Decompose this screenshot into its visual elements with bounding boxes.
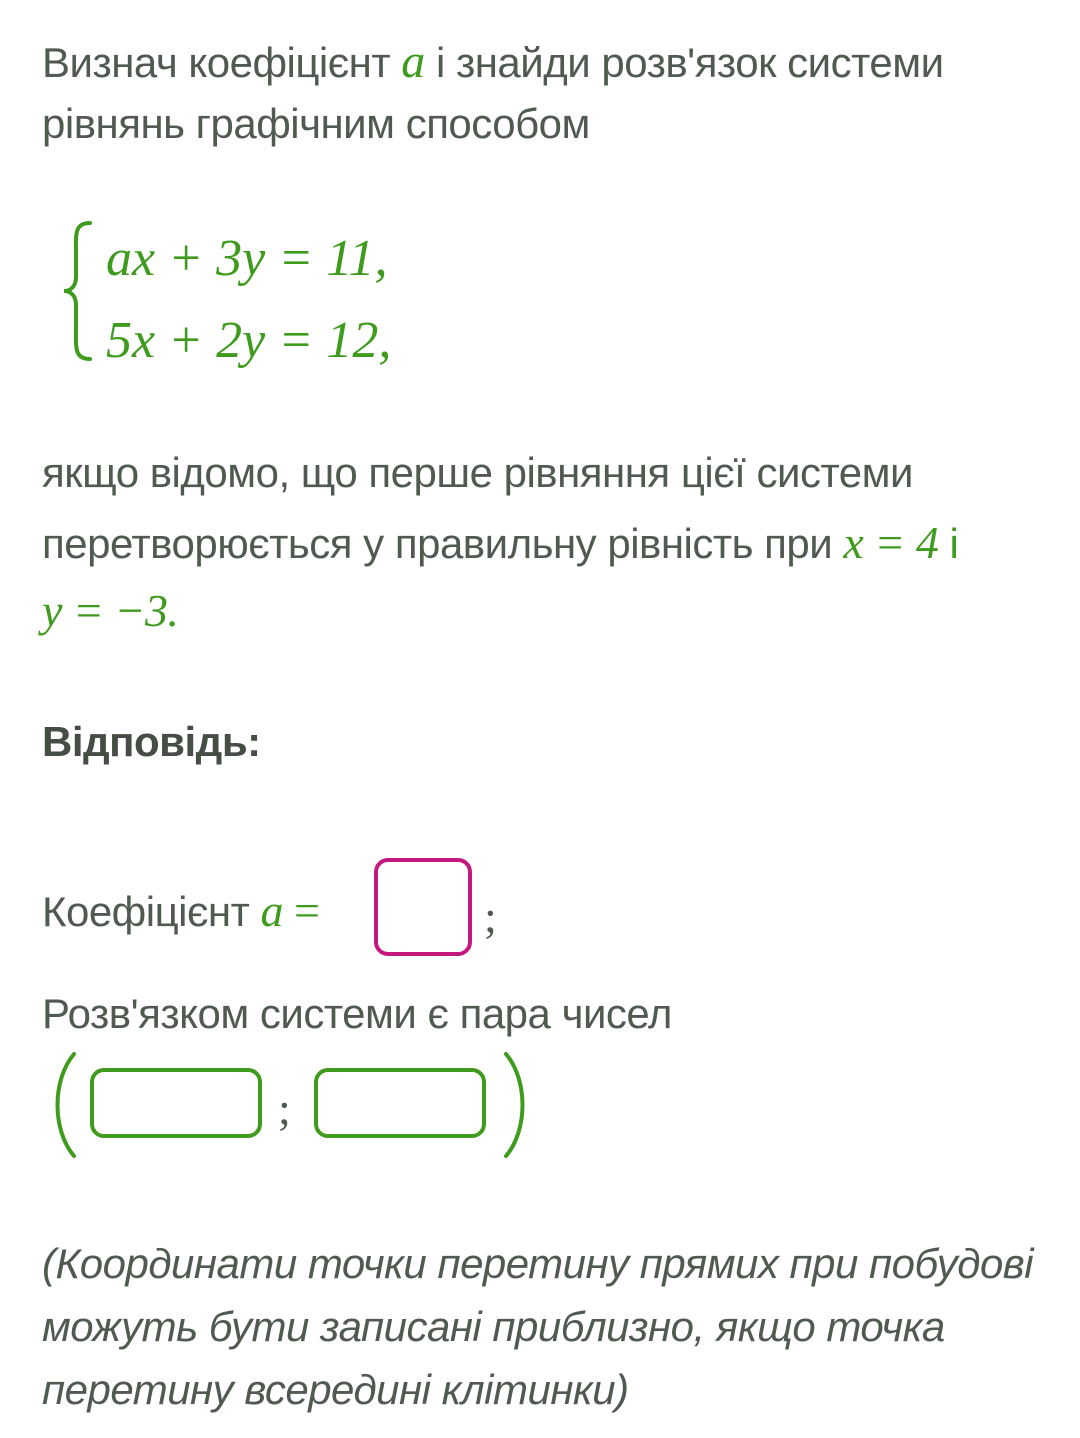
- condition-line-1: якщо відомо, що перше рівняння цієї системи: [42, 449, 913, 496]
- equation-system: [60, 215, 580, 375]
- solution-label: Розв'язком системи є пара чисел: [42, 990, 672, 1037]
- note-line-1: (Координати точки перетину прямих при побудові: [42, 1240, 1034, 1287]
- system-brace: [60, 215, 100, 365]
- task-line-2: рівнянь графічним способом: [42, 100, 590, 147]
- equation-2: 5x + 2y = 12,: [106, 312, 392, 369]
- solution-y-input[interactable]: [314, 1068, 486, 1138]
- left-paren: [44, 1050, 84, 1160]
- coef-semicolon: ;: [484, 891, 497, 942]
- condition-line-3: [42, 585, 179, 636]
- note-line-3: перетину всередині клітинки): [42, 1366, 629, 1413]
- condition-line-2: [42, 517, 959, 568]
- coef-var-a: a: [260, 885, 283, 936]
- condition-line-2-suffix: і: [938, 520, 959, 567]
- task-line-1-suffix: і знайди розв'язок системи: [424, 39, 944, 86]
- note-line-2: можуть бути записані приблизно, якщо точка: [42, 1303, 945, 1350]
- condition-y-value: y = −3.: [42, 585, 179, 636]
- condition-line-2-prefix: перетворюється у правильну рівність при: [42, 520, 844, 567]
- right-paren: [496, 1050, 536, 1160]
- condition-x-value: x = 4: [843, 517, 939, 568]
- solution-x-input[interactable]: [90, 1068, 262, 1138]
- task-line-1: [42, 35, 944, 88]
- task-line-1-prefix: Визнач коефіцієнт: [42, 39, 402, 86]
- answer-heading: Відповідь:: [42, 718, 261, 765]
- task-var-a: a: [401, 35, 425, 88]
- equation-1: ax + 3y = 11,: [106, 230, 388, 287]
- coef-label-text: Коефіцієнт: [42, 888, 261, 935]
- coef-label: [42, 885, 320, 936]
- solution-separator: ;: [278, 1083, 291, 1134]
- coef-input[interactable]: [374, 858, 472, 956]
- coef-equals: =: [283, 885, 320, 936]
